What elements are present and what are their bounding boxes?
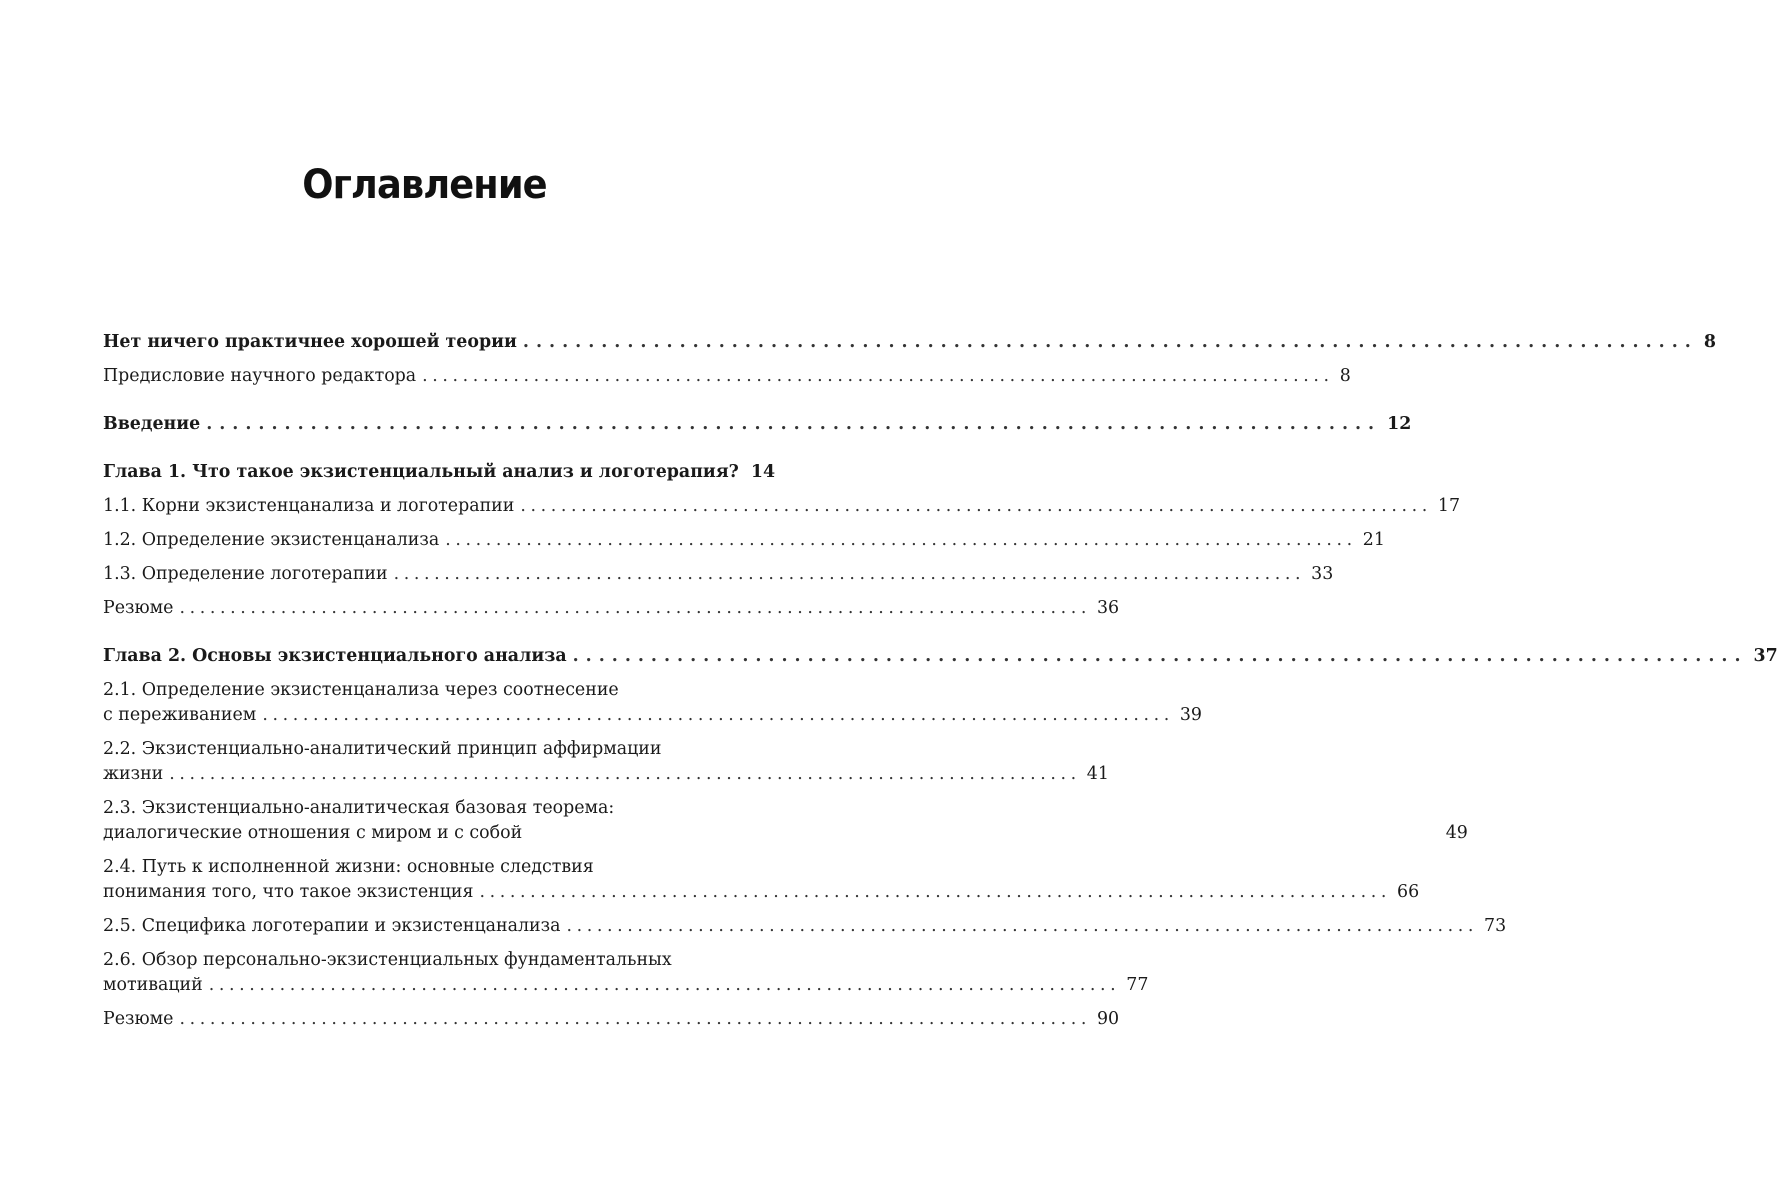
toc-entry-page: 66 <box>1397 882 1420 902</box>
dot-leader: .......................................................................................... <box>262 705 1174 725</box>
toc-entry-title: Введение <box>103 414 201 434</box>
dot-leader: .......................................................................................... <box>179 1009 1091 1029</box>
toc-entry-title: Глава 2. Основы экзистенциального анализа <box>103 646 567 666</box>
dot-leader: .......................................................................................... <box>179 598 1091 618</box>
toc-entry[interactable] <box>103 412 1412 437</box>
toc-entry-page: 49 <box>1445 823 1468 843</box>
toc-entry-title-line1: 2.4. Путь к исполненной жизни: основные следствия <box>103 857 594 877</box>
toc-entry[interactable] <box>103 596 1120 621</box>
toc-entry[interactable] <box>103 914 1507 939</box>
toc-entry[interactable] <box>103 948 1149 998</box>
toc-entry-page: 39 <box>1179 705 1202 725</box>
dot-leader: .......................................................................................... <box>522 332 1698 352</box>
toc-entry-page: 14 <box>750 462 776 482</box>
toc-entry-page: 8 <box>1703 332 1716 352</box>
table-of-contents <box>103 330 1778 1032</box>
toc-entry[interactable] <box>103 678 1202 728</box>
toc-entry-title: 1.2. Определение экзистенцанализа <box>103 530 440 550</box>
toc-entry-page: 90 <box>1096 1009 1120 1029</box>
dot-leader: .......................................................................................... <box>169 764 1081 784</box>
toc-entry-page: 37 <box>1753 646 1778 666</box>
toc-entry-page: 33 <box>1311 564 1334 584</box>
dot-leader: .......................................................................................... <box>479 882 1392 902</box>
toc-entry[interactable] <box>103 1007 1120 1032</box>
toc-entry-title-line1: 2.6. Обзор персонально-экзистенциальных фундаментальных <box>103 950 672 970</box>
toc-entry-title: 2.5. Специфика логотерапии и экзистенцанализа <box>103 916 561 936</box>
dot-leader: .......................................................................................... <box>572 646 1748 666</box>
toc-entry-title: Предисловие научного редактора <box>103 366 417 386</box>
toc-entry[interactable] <box>103 855 1420 905</box>
toc-entry-title: 1.3. Определение логотерапии <box>103 564 388 584</box>
toc-entry-page: 17 <box>1437 496 1461 516</box>
toc-entry-title-line2: жизни <box>103 764 164 784</box>
toc-entry[interactable] <box>103 494 1461 519</box>
toc-entry-page: 36 <box>1096 598 1120 618</box>
toc-entry-title-line1: 2.2. Экзистенциально-аналитический принцип аффирмации <box>103 739 662 759</box>
toc-entry-title-line1: 2.3. Экзистенциально-аналитическая базовая теорема: <box>103 798 615 818</box>
toc-entry-title: Резюме <box>103 1009 174 1029</box>
toc-entry[interactable] <box>103 796 1468 846</box>
toc-entry[interactable] <box>103 562 1334 587</box>
toc-entry[interactable] <box>103 460 776 485</box>
toc-entry[interactable] <box>103 528 1385 553</box>
dot-leader: .......................................................................................... <box>208 975 1121 995</box>
toc-entry[interactable] <box>103 737 1109 787</box>
toc-entry[interactable] <box>103 644 1778 669</box>
toc-entry-title-line1: 2.1. Определение экзистенцанализа через соотнесение <box>103 680 619 700</box>
toc-entry-title-line2: диалогические отношения с миром и с собой <box>103 823 523 843</box>
toc-entry[interactable] <box>103 330 1716 355</box>
dot-leader: .......................................................................................... <box>422 366 1334 386</box>
toc-entry-title-line2: с переживанием <box>103 705 257 725</box>
toc-entry-title-line2: понимания того, что такое экзистенция <box>103 882 474 902</box>
toc-entry-title: Нет ничего практичнее хорошей теории <box>103 332 517 352</box>
page-title: Оглавление <box>302 162 547 208</box>
dot-leader: .......................................................................................... <box>445 530 1357 550</box>
dot-leader: .......................................................................................... <box>206 414 1382 434</box>
toc-entry-title: Резюме <box>103 598 174 618</box>
toc-entry-page: 8 <box>1339 366 1351 386</box>
dot-leader: .......................................................................................... <box>393 564 1306 584</box>
toc-entry-page: 21 <box>1362 530 1385 550</box>
toc-entry-page: 77 <box>1126 975 1149 995</box>
dot-leader: .......................................................................................... <box>520 496 1432 516</box>
toc-entry[interactable] <box>103 364 1351 389</box>
toc-entry-title: Глава 1. Что такое экзистенциальный анализ и логотерапия? <box>103 462 739 482</box>
toc-entry-title: 1.1. Корни экзистенцанализа и логотерапии <box>103 496 515 516</box>
toc-entry-title-line2: мотиваций <box>103 975 203 995</box>
toc-entry-page: 12 <box>1387 414 1412 434</box>
toc-entry-page: 73 <box>1484 916 1507 936</box>
dot-leader: .......................................................................................... <box>566 916 1479 936</box>
toc-entry-page: 41 <box>1086 764 1109 784</box>
